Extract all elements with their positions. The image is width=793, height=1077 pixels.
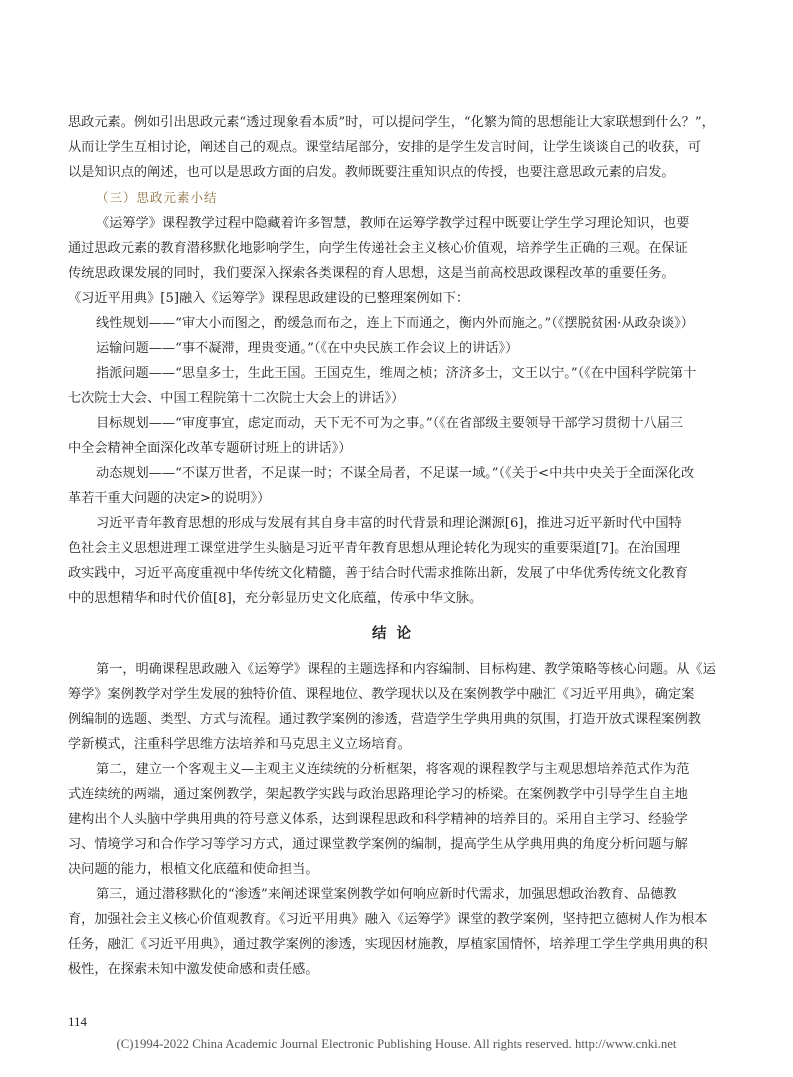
paragraph-line: 传统思政课发展的同时，我们要深入探索各类课程的育人思想，这是当前高校思政课程改革的重要任务。	[68, 266, 675, 281]
paragraph-line: 建构出个人头脑中学典用典的符号意义体系，达到课程思政和科学精神的培养目的。采用自主学习、经验学	[68, 812, 688, 827]
paragraph-line: 例编制的选题、类型、方式与流程。通过教学案例的渗透，营造学生学典用典的氛围，打造开放式课程案例教	[68, 712, 701, 727]
paragraph-line: 第一，明确课程思政融入《运筹学》课程的主题选择和内容编制、目标构建、教学策略等核心问题。从《运	[96, 662, 716, 677]
case-line: 线性规划——“审大小而图之，酌缓急而布之，连上下而通之，衡内外而施之。”（《摆脱贫困·从政杂谈》）	[96, 316, 694, 331]
case-line: 革若干重大问题的决定>的说明》）	[68, 491, 271, 506]
section-subheading: （三）思政元素小结	[96, 190, 218, 205]
paragraph-line: 式连续统的两端，通过案例教学，架起教学实践与政治思路理论学习的桥梁。在案例教学中引导学生自主地	[68, 787, 688, 802]
paragraph-line: 决问题的能力，根植文化底蕴和使命担当。	[68, 862, 319, 877]
paragraph-line: 任务，融汇《习近平用典》，通过教学案例的渗透，实现因材施教，厚植家国情怀，培养理工学生学典用典的积	[68, 937, 708, 952]
paragraph-line: 筹学》案例教学对学生发展的独特价值、课程地位、教学现状以及在案例教学中融汇《习近平用典》，确定案	[68, 687, 695, 702]
case-line: 目标规划——“审度事宜，虑定而动，天下无不可为之事。”（《在省部级主要领导干部学习贯彻十八届三	[96, 416, 684, 431]
page-number: 114	[68, 1014, 88, 1029]
paragraph-line: 中的思想精华和时代价值[8]，充分彰显历史文化底蕴，传承中华文脉。	[68, 591, 483, 606]
paragraph-line: 学新模式，注重科学思维方法培养和马克思主义立场培育。	[68, 737, 411, 752]
paragraph-line: 第二，建立一个客观主义—主观主义连续统的分析框架，将客观的课程教学与主观思想培养范式作为范	[96, 762, 690, 777]
paragraph-line: 从而让学生互相讨论，阐述自己的观点。课堂结尾部分，安排的是学生发言时间，让学生谈谈自己的收获，可	[68, 140, 701, 155]
paragraph-line: 思政元素。例如引出思政元素“透过现象看本质”时，可以提问学生，“化繁为简的思想能让大家联想到什么？”，	[68, 115, 715, 130]
paragraph-line: 第三，通过潜移默化的“渗透”来阐述课堂案例教学如何响应新时代需求，加强思想政治教育、品德教	[96, 887, 677, 902]
case-line: 指派问题——“思皇多士，生此王国。王国克生，维周之桢；济济多士，文王以宁。”（《在中国科学院第十	[96, 366, 697, 381]
section-heading: 结论	[372, 625, 421, 642]
paragraph-line: 色社会主义思想进理工课堂进学生头脑是习近平青年教育思想从理论转化为现实的重要渠道[7]。在治国理	[68, 541, 681, 556]
paragraph-line: 习、情境学习和合作学习等学习方式，通过课堂教学案例的编制，提高学生从学典用典的角度分析问题与解	[68, 837, 688, 852]
paragraph-line: 《运筹学》课程教学过程中隐藏着许多智慧，教师在运筹学教学过程中既要让学生学习理论知识，也要	[96, 216, 690, 231]
paragraph-line: 习近平青年教育思想的形成与发展有其自身丰富的时代背景和理论渊源[6]，推进习近平新时代中国特	[96, 516, 682, 531]
case-line: 中全会精神全面深化改革专题研讨班上的讲话》）	[68, 441, 352, 456]
paragraph-line: 《习近平用典》[5]融入《运筹学》课程思政建设的已整理案例如下：	[68, 291, 470, 306]
case-line: 七次院士大会、中国工程院第十二次院士大会上的讲话》）	[68, 391, 405, 406]
paragraph-line: 极性，在探索未知中激发使命感和责任感。	[68, 962, 319, 977]
case-line: 动态规划——“不谋万世者，不足谋一时；不谋全局者，不足谋一域。”（《关于<中共中央关于全面深化改	[96, 466, 695, 481]
paragraph-line: 通过思政元素的教育潜移默化地影响学生，向学生传递社会主义核心价值观，培养学生正确的三观。在保证	[68, 241, 688, 256]
paragraph-line: 政实践中，习近平高度重视中华传统文化精髓，善于结合时代需求推陈出新，发展了中华优秀传统文化教育	[68, 566, 688, 581]
copyright-footer: (C)1994-2022 China Academic Journal Electronic Publishing House. All rights reserved. http://www.cnki.net	[116, 1037, 677, 1051]
case-line: 运输问题——“事不凝滞，理贵变通。”（《在中央民族工作会议上的讲话》）	[96, 341, 519, 356]
paragraph-line: 以是知识点的阐述，也可以是思政方面的启发。教师既要注重知识点的传授，也要注意思政元素的启发。	[68, 165, 675, 180]
paragraph-line: 育，加强社会主义核心价值观教育。《习近平用典》融入《运筹学》课堂的教学案例，坚持把立德树人作为根本	[68, 912, 708, 927]
